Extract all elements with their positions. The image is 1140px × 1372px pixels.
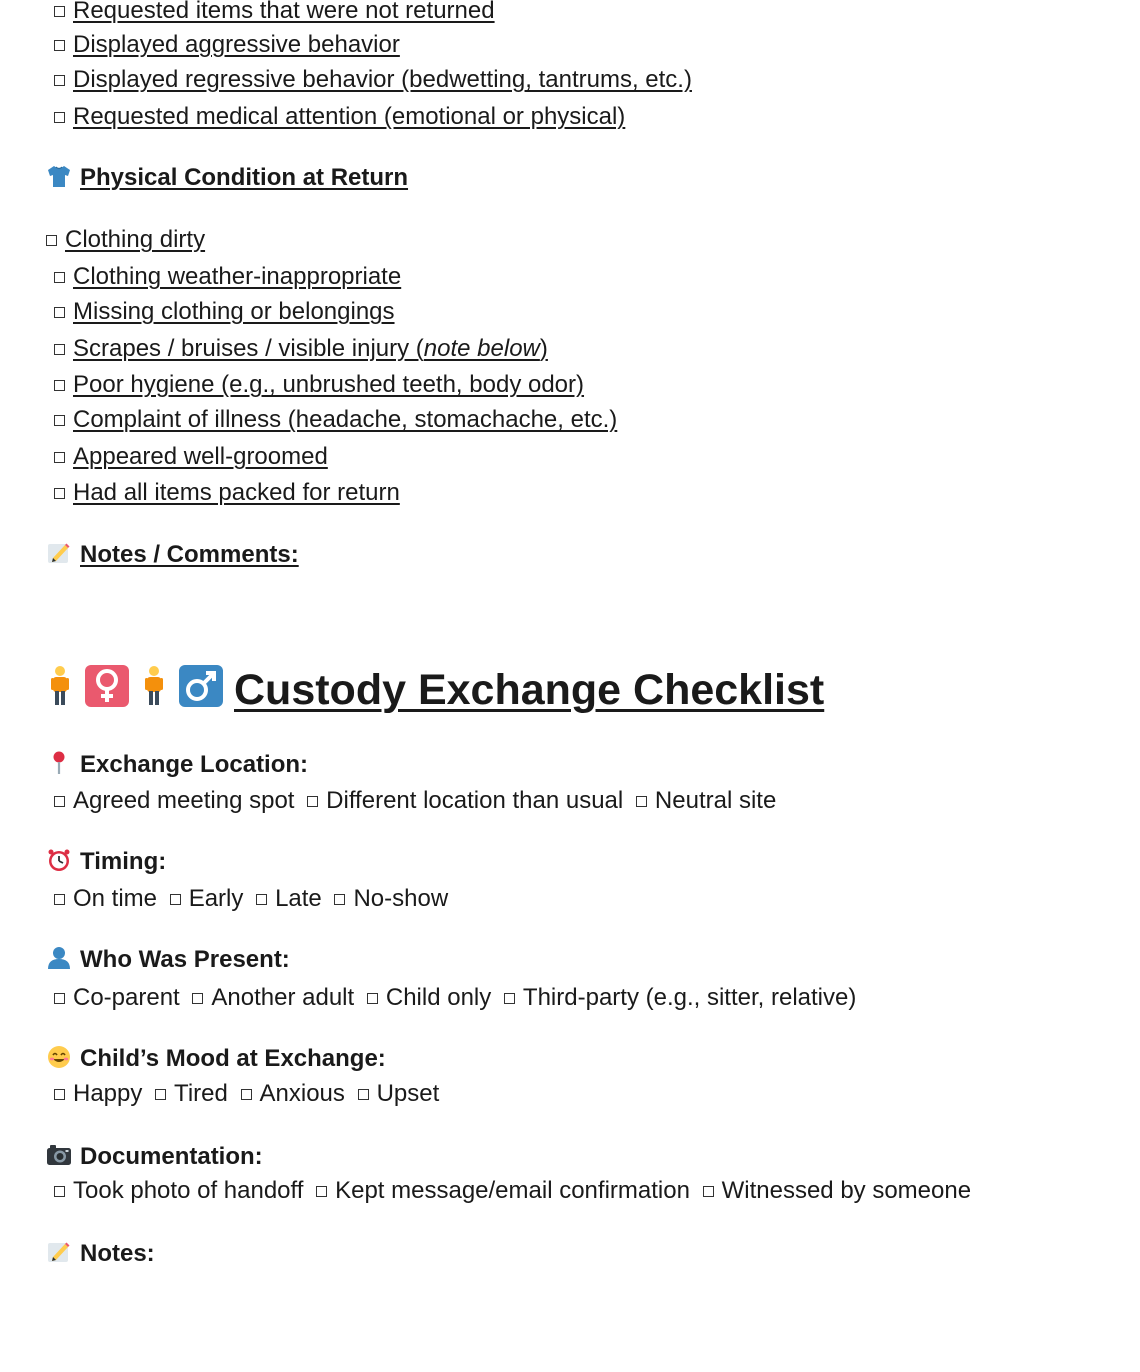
checkbox-icon[interactable]	[54, 272, 65, 283]
option-tired[interactable]: Tired	[155, 1080, 228, 1107]
checkbox-icon[interactable]	[636, 796, 647, 807]
checkbox-icon[interactable]	[46, 235, 57, 246]
memo-icon	[46, 541, 72, 565]
checkbox-icon[interactable]	[316, 1186, 327, 1197]
who-was-present-options	[54, 983, 856, 1013]
checkbox-icon[interactable]	[192, 993, 203, 1004]
option-upset[interactable]: Upset	[358, 1080, 440, 1107]
checkbox-icon[interactable]	[54, 452, 65, 463]
notes-comments-heading: Notes / Comments:	[46, 540, 299, 570]
option-different-location[interactable]: Different location than usual	[307, 787, 623, 814]
option-no-show[interactable]: No-show	[334, 885, 448, 912]
checkbox-item[interactable]: Complaint of illness (headache, stomachache, etc.)	[46, 405, 617, 435]
checkbox-icon[interactable]	[54, 1186, 65, 1197]
option-late[interactable]: Late	[256, 885, 322, 912]
checkbox-item[interactable]: Had all items packed for return	[46, 478, 400, 508]
checkbox-icon[interactable]	[54, 488, 65, 499]
checkbox-item[interactable]: Poor hygiene (e.g., unbrushed teeth, body odor)	[46, 370, 584, 400]
camera-icon	[46, 1143, 72, 1167]
option-co-parent[interactable]: Co-parent	[54, 984, 180, 1011]
option-third-party[interactable]: Third-party (e.g., sitter, relative)	[504, 984, 856, 1011]
smiling-face-icon	[46, 1045, 72, 1069]
female-sign-icon	[84, 664, 130, 708]
checklist-title: Custody Exchange Checklist	[46, 662, 824, 718]
round-pushpin-icon	[46, 751, 72, 775]
checkbox-item[interactable]: Displayed regressive behavior (bedwetting, tantrums, etc.)	[46, 65, 692, 95]
documentation-heading: Documentation:	[46, 1142, 263, 1172]
checkbox-item[interactable]: Clothing weather-inappropriate	[46, 262, 401, 292]
checkbox-icon[interactable]	[54, 307, 65, 318]
checkbox-item[interactable]: Clothing dirty	[46, 225, 205, 255]
physical-condition-heading: Physical Condition at Return	[46, 163, 408, 193]
option-another-adult[interactable]: Another adult	[192, 984, 354, 1011]
checkbox-icon[interactable]	[703, 1186, 714, 1197]
male-sign-icon	[178, 664, 224, 708]
checkbox-icon[interactable]	[54, 344, 65, 355]
checkbox-icon[interactable]	[54, 75, 65, 86]
memo-icon	[46, 1240, 72, 1264]
documentation-options	[54, 1176, 971, 1206]
option-child-only[interactable]: Child only	[367, 984, 491, 1011]
man-icon	[140, 664, 168, 708]
option-on-time[interactable]: On time	[54, 885, 157, 912]
man-icon	[46, 664, 74, 708]
checkbox-icon[interactable]	[155, 1089, 166, 1100]
checkbox-icon[interactable]	[367, 993, 378, 1004]
checkbox-icon[interactable]	[54, 1089, 65, 1100]
option-took-photo[interactable]: Took photo of handoff	[54, 1177, 303, 1204]
checkbox-icon[interactable]	[358, 1089, 369, 1100]
timing-heading: Timing:	[46, 847, 166, 877]
checkbox-icon[interactable]	[54, 993, 65, 1004]
who-was-present-heading: Who Was Present:	[46, 945, 290, 975]
checkbox-icon[interactable]	[54, 415, 65, 426]
alarm-clock-icon	[46, 848, 72, 872]
checkbox-icon[interactable]	[54, 380, 65, 391]
checkbox-item[interactable]: Displayed aggressive behavior	[46, 30, 400, 60]
childs-mood-heading: Child’s Mood at Exchange:	[46, 1044, 386, 1074]
option-witnessed[interactable]: Witnessed by someone	[703, 1177, 971, 1204]
option-neutral-site[interactable]: Neutral site	[636, 787, 776, 814]
checkbox-icon[interactable]	[54, 6, 65, 17]
option-agreed-meeting-spot[interactable]: Agreed meeting spot	[54, 787, 294, 814]
person-silhouette-icon	[46, 946, 72, 970]
option-early[interactable]: Early	[170, 885, 244, 912]
checkbox-icon[interactable]	[54, 894, 65, 905]
option-kept-message[interactable]: Kept message/email confirmation	[316, 1177, 690, 1204]
option-anxious[interactable]: Anxious	[241, 1080, 345, 1107]
checkbox-item[interactable]: Requested items that were not returned	[46, 0, 495, 26]
checkbox-item[interactable]: Requested medical attention (emotional or physical)	[46, 102, 625, 132]
checkbox-item[interactable]: Scrapes / bruises / visible injury (note below)	[46, 334, 548, 364]
checkbox-icon[interactable]	[54, 40, 65, 51]
checkbox-icon[interactable]	[54, 796, 65, 807]
exchange-location-heading: Exchange Location:	[46, 750, 308, 780]
checkbox-item[interactable]: Appeared well-groomed	[46, 442, 328, 472]
shirt-icon	[46, 164, 72, 188]
checkbox-icon[interactable]	[504, 993, 515, 1004]
checkbox-icon[interactable]	[256, 894, 267, 905]
childs-mood-options	[54, 1079, 439, 1109]
timing-options	[54, 884, 448, 914]
checkbox-icon[interactable]	[334, 894, 345, 905]
checkbox-icon[interactable]	[241, 1089, 252, 1100]
notes-heading: Notes:	[46, 1239, 155, 1269]
checkbox-item[interactable]: Missing clothing or belongings	[46, 297, 395, 327]
option-happy[interactable]: Happy	[54, 1080, 142, 1107]
exchange-location-options	[54, 786, 776, 816]
checkbox-icon[interactable]	[54, 112, 65, 123]
checkbox-icon[interactable]	[307, 796, 318, 807]
checkbox-icon[interactable]	[170, 894, 181, 905]
